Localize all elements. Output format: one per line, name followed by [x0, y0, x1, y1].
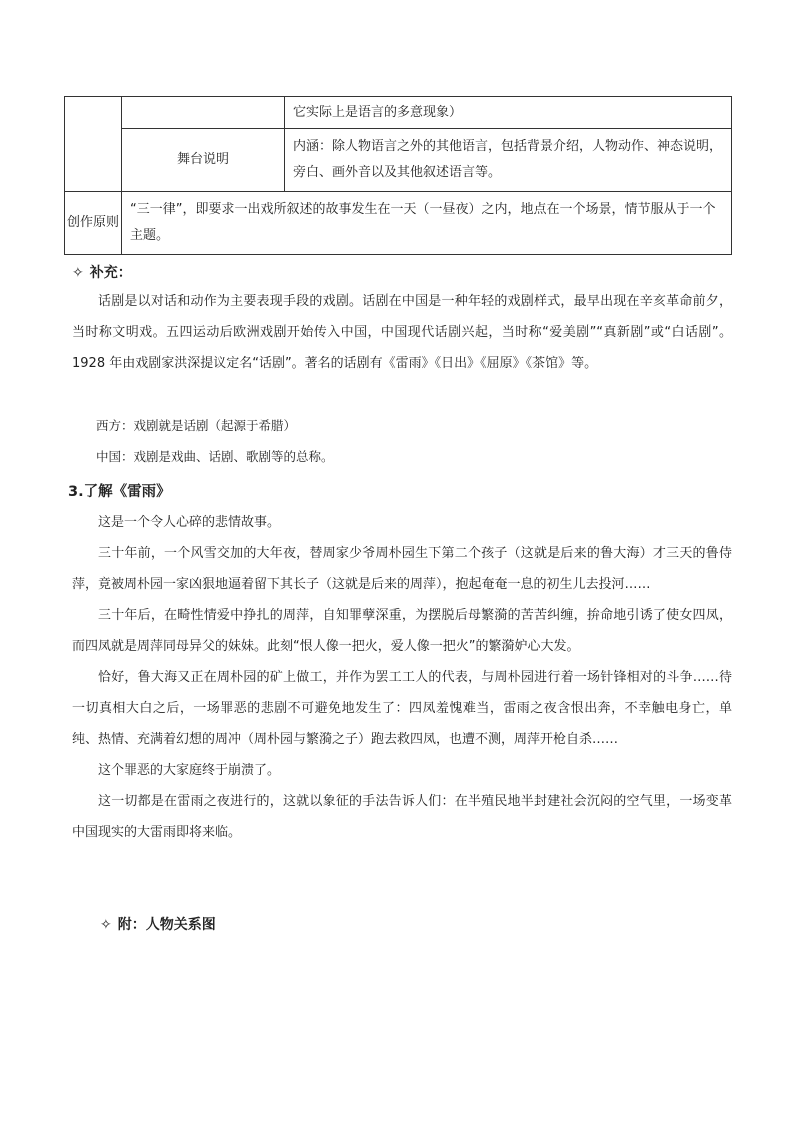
table-label-principle: 创作原则 [65, 192, 122, 255]
table-row [65, 129, 732, 192]
summary-paragraph: 三十年后，在畸性情爱中挣扎的周萍，自知罪孽深重，为摆脱后母繁漪的苦苦纠缠，拚命地引诱了使女四凤，而四凤就是周萍同母异父的妹妹。此刻“恨人像一把火，爱人像一把火”的繁漪妒心大发。 [72, 608, 732, 654]
china-definition: 中国：戏剧是戏曲、话剧、歌剧等的总称。 [96, 449, 334, 464]
drama-elements-table [64, 96, 732, 255]
supplement-section [72, 286, 732, 379]
table-cell-multimeaning: 它实际上是语言的多意现象） [285, 97, 732, 129]
section3-heading [68, 482, 732, 502]
drama-definitions [72, 410, 732, 472]
table-row [65, 192, 732, 255]
summary-paragraph: 三十年前，一个风雪交加的大年夜，替周家少爷周朴园生下第二个孩子（这就是后来的鲁大海）才三天的鲁侍萍，竟被周朴园一家凶狠地逼着留下其长子（这就是后来的周萍），抱起奄奄一息的初生儿去投河…… [72, 546, 732, 592]
table-cell-stage-directions: 内涵：除人物语言之外的其他语言，包括背景介绍，人物动作、神态说明，旁白、画外音以及其他叙述语言等。 [285, 129, 732, 192]
section3-heading-text: 3.了解《雷雨》 [68, 484, 171, 500]
supplement-paragraph: 话剧是以对话和动作为主要表现手段的戏剧。话剧在中国是一种年轻的戏剧样式，最早出现在辛亥革命前夕，当时称文明戏。五四运动后欧洲戏剧开始传入中国，中国现代话剧兴起，当时称“爱美剧”“真新剧”或“白话剧”。1928 年由戏剧家洪深提议定名“话剧”。著名的话剧有《雷雨》《日出》《屈原》《茶馆》等。 [72, 294, 732, 371]
supplement-heading-text: 补充： [89, 265, 132, 281]
summary-paragraph: 这个罪恶的大家庭终于崩溃了。 [98, 763, 281, 778]
table-cell-principle: “三一律”，即要求一出戏所叙述的故事发生在一天（一昼夜）之内，地点在一个场景，情节服从于一个主题。 [122, 192, 732, 255]
table-row [65, 97, 732, 129]
west-definition: 西方：戏剧就是话剧（起源于希腊） [96, 418, 297, 433]
summary-paragraph: 这一切都是在雷雨之夜进行的，这就以象征的手法告诉人们：在半殖民地半封建社会沉闷的空气里，一场变革中国现实的大雷雨即将来临。 [72, 794, 732, 840]
supplement-heading [72, 263, 732, 283]
table-merged-cell [65, 97, 122, 192]
diamond-icon: ✧ [100, 917, 112, 933]
appendix-heading [100, 915, 760, 935]
appendix-heading-text: 附：人物关系图 [117, 917, 216, 933]
summary-paragraph: 恰好，鲁大海又正在周朴园的矿上做工，并作为罢工工人的代表，与周朴园进行着一场针锋相对的斗争……待一切真相大白之后，一场罪恶的悲剧不可避免地发生了：四凤羞愧难当，雷雨之夜含恨出奔，不幸触电身亡，单纯、热情、充满着幻想的周冲（周朴园与繁漪之子）跑去救四凤，也遭不测，周萍开枪自杀…… [72, 670, 732, 747]
diamond-icon: ✧ [72, 265, 84, 281]
table-label-stage-directions: 舞台说明 [122, 129, 285, 192]
table-empty-cell [122, 97, 285, 129]
thunderstorm-summary [72, 507, 732, 848]
summary-paragraph: 这是一个令人心碎的悲情故事。 [98, 515, 281, 530]
